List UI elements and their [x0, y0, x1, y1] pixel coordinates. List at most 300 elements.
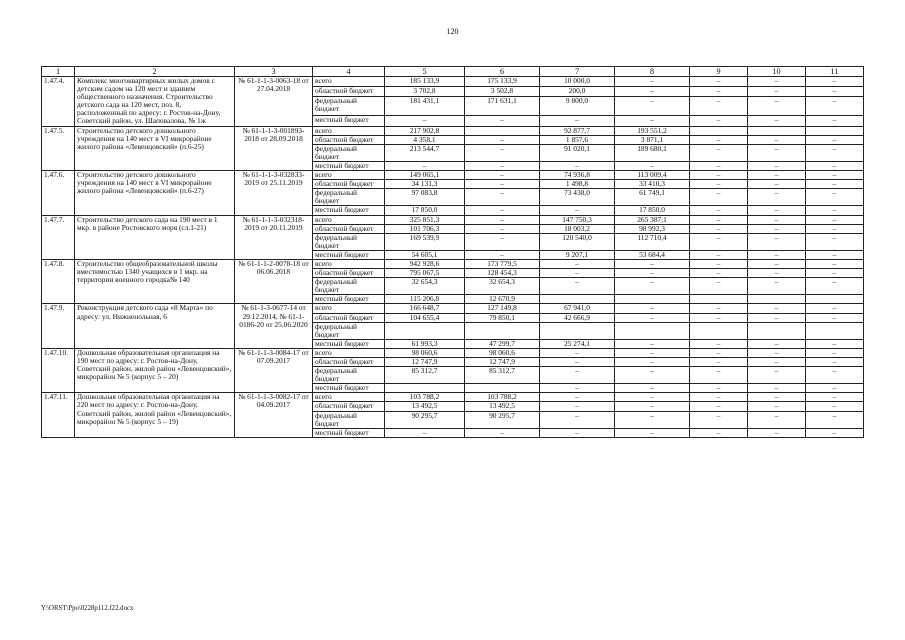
funding-source: федеральный бюджет — [313, 233, 385, 250]
amount-cell: – — [806, 189, 864, 206]
amount-cell: 17 850,0 — [615, 206, 690, 215]
table-row — [42, 348, 864, 357]
funding-source: всего — [313, 259, 385, 268]
amount-cell: – — [615, 339, 690, 348]
amount-cell: – — [540, 367, 615, 384]
amount-cell: 147 750,3 — [540, 215, 615, 224]
expertise-document: № 61-1-1-3-032833-2019 от 25.11.2019 — [235, 171, 313, 215]
amount-cell: – — [690, 135, 748, 144]
amount-cell: – — [806, 206, 864, 215]
amount-cell: – — [540, 428, 615, 437]
amount-cell: – — [690, 304, 748, 313]
table-row — [42, 171, 864, 180]
amount-cell: 32 654,3 — [465, 278, 540, 295]
item-number: 1.47.8. — [42, 259, 75, 303]
expertise-document: № 61-1-1-2-0078-18 от 06.06.2018 — [235, 259, 313, 303]
funding-source: областной бюджет — [313, 358, 385, 367]
amount-cell: 67 941,0 — [540, 304, 615, 313]
amount-cell: 54 605,1 — [385, 250, 465, 259]
amount-cell: – — [540, 269, 615, 278]
amount-cell: – — [748, 278, 806, 295]
amount-cell: – — [465, 161, 540, 170]
expertise-document: № 61-1-3-0677-14 от 29.12.2014, № 61-1-0186-20 от 25.06.2020 — [235, 304, 313, 348]
column-number-3: 3 — [235, 67, 313, 77]
amount-cell: – — [465, 135, 540, 144]
amount-cell: – — [540, 348, 615, 357]
amount-cell: 12 670,9 — [465, 295, 540, 304]
column-number-4: 4 — [313, 67, 385, 77]
amount-cell: – — [690, 87, 748, 97]
amount-cell: – — [690, 278, 748, 295]
amount-cell: 13 492,5 — [385, 402, 465, 411]
amount-cell: 3 871,1 — [615, 135, 690, 144]
amount-cell: 104 655,4 — [385, 313, 465, 322]
amount-cell: – — [615, 402, 690, 411]
amount-cell: – — [806, 97, 864, 116]
column-number-row — [42, 67, 864, 77]
table-row — [42, 259, 864, 268]
amount-cell: – — [748, 189, 806, 206]
amount-cell: 47 299,7 — [465, 339, 540, 348]
amount-cell: – — [615, 116, 690, 126]
object-name: Строительство детского сада на 190 мест в 1 мкр. в районе Ростовского моря (сл.1-21) — [75, 215, 235, 259]
financing-table — [41, 66, 864, 438]
amount-cell: – — [806, 313, 864, 322]
funding-source: всего — [313, 171, 385, 180]
amount-cell: – — [806, 278, 864, 295]
amount-cell: 103 788,2 — [465, 393, 540, 402]
amount-cell: 34 131,3 — [385, 180, 465, 189]
amount-cell — [748, 126, 806, 135]
amount-cell: 181 431,1 — [385, 97, 465, 116]
amount-cell: – — [748, 304, 806, 313]
expertise-document: № 61-1-1-3-0082-17 от 04.09.2017 — [235, 393, 313, 437]
amount-cell — [690, 322, 748, 339]
amount-cell: 91 020,1 — [540, 144, 615, 161]
column-number-10: 10 — [748, 67, 806, 77]
funding-source: областной бюджет — [313, 269, 385, 278]
amount-cell: 92 877,7 — [540, 126, 615, 135]
amount-cell: – — [465, 144, 540, 161]
amount-cell: – — [806, 428, 864, 437]
amount-cell: 213 544,7 — [385, 144, 465, 161]
amount-cell — [540, 322, 615, 339]
amount-cell — [615, 295, 690, 304]
funding-source: федеральный бюджет — [313, 278, 385, 295]
amount-cell: – — [540, 278, 615, 295]
amount-cell: 97 083,8 — [385, 189, 465, 206]
amount-cell: 18 003,2 — [540, 224, 615, 233]
amount-cell: – — [615, 269, 690, 278]
funding-source: областной бюджет — [313, 224, 385, 233]
amount-cell: – — [690, 250, 748, 259]
amount-cell: – — [748, 402, 806, 411]
object-name: Дошкольная образовательная организация на 220 мест по адресу: г. Ростов-на-Дону, Советский район, жилой район «Левенцовский», микрорайон № 5 (корпус 5 – 19) — [75, 393, 235, 437]
amount-cell: – — [806, 171, 864, 180]
funding-source: местный бюджет — [313, 116, 385, 126]
amount-cell: – — [748, 206, 806, 215]
column-number-1: 1 — [42, 67, 75, 77]
table-row — [42, 304, 864, 313]
amount-cell: 90 295,7 — [465, 411, 540, 428]
amount-cell: – — [690, 402, 748, 411]
amount-cell: 128 454,3 — [465, 269, 540, 278]
amount-cell: – — [690, 161, 748, 170]
amount-cell: 103 788,2 — [385, 393, 465, 402]
amount-cell: 113 009,4 — [615, 171, 690, 180]
amount-cell: – — [690, 259, 748, 268]
table-row — [42, 77, 864, 87]
amount-cell: – — [615, 411, 690, 428]
amount-cell: 17 850,0 — [385, 206, 465, 215]
amount-cell: – — [540, 259, 615, 268]
funding-source: местный бюджет — [313, 339, 385, 348]
amount-cell: – — [540, 358, 615, 367]
amount-cell: – — [748, 97, 806, 116]
amount-cell: – — [690, 384, 748, 393]
amount-cell — [748, 295, 806, 304]
amount-cell: – — [690, 171, 748, 180]
object-name: Дошкольная образовательная организация на 190 мест по адресу: г. Ростов-на-Дону, Советский район, жилой район «Левенцовский», микрорайон № 5 (корпус 5 – 20) — [75, 348, 235, 392]
amount-cell: 85 312,7 — [385, 367, 465, 384]
amount-cell: 120 540,0 — [540, 233, 615, 250]
amount-cell: – — [465, 180, 540, 189]
amount-cell: – — [690, 97, 748, 116]
amount-cell: – — [465, 215, 540, 224]
funding-source: всего — [313, 348, 385, 357]
amount-cell — [615, 322, 690, 339]
funding-source: областной бюджет — [313, 87, 385, 97]
amount-cell: – — [465, 233, 540, 250]
amount-cell: – — [748, 135, 806, 144]
amount-cell: 12 747,9 — [465, 358, 540, 367]
amount-cell: 185 133,9 — [385, 77, 465, 87]
amount-cell: – — [615, 358, 690, 367]
amount-cell: – — [615, 259, 690, 268]
amount-cell: – — [806, 348, 864, 357]
amount-cell: – — [748, 411, 806, 428]
amount-cell: 13 492,5 — [465, 402, 540, 411]
funding-source: всего — [313, 215, 385, 224]
amount-cell: – — [385, 161, 465, 170]
amount-cell: – — [615, 97, 690, 116]
amount-cell: 61 993,3 — [385, 339, 465, 348]
amount-cell: – — [540, 116, 615, 126]
page-number: 120 — [446, 27, 459, 36]
amount-cell: 98 060,6 — [465, 348, 540, 357]
amount-cell: – — [806, 384, 864, 393]
amount-cell: 173 779,5 — [465, 259, 540, 268]
amount-cell — [806, 126, 864, 135]
amount-cell — [465, 384, 540, 393]
amount-cell: – — [806, 180, 864, 189]
table-row — [42, 215, 864, 224]
funding-source: местный бюджет — [313, 206, 385, 215]
funding-source: федеральный бюджет — [313, 411, 385, 428]
amount-cell: – — [806, 402, 864, 411]
funding-source: местный бюджет — [313, 384, 385, 393]
amount-cell: – — [806, 116, 864, 126]
amount-cell — [465, 126, 540, 135]
amount-cell: – — [806, 77, 864, 87]
amount-cell — [385, 322, 465, 339]
amount-cell: – — [690, 77, 748, 87]
amount-cell: 25 274,1 — [540, 339, 615, 348]
amount-cell: – — [748, 250, 806, 259]
amount-cell: 9 207,1 — [540, 250, 615, 259]
amount-cell: 32 654,3 — [385, 278, 465, 295]
amount-cell — [690, 295, 748, 304]
item-number: 1.47.10. — [42, 348, 75, 392]
amount-cell: – — [748, 367, 806, 384]
amount-cell: – — [748, 259, 806, 268]
amount-cell: – — [540, 206, 615, 215]
amount-cell: – — [748, 393, 806, 402]
column-number-5: 5 — [385, 67, 465, 77]
amount-cell: – — [690, 348, 748, 357]
expertise-document: № 61-1-1-3-0063-18 от 27.04.2018 — [235, 77, 313, 127]
amount-cell — [690, 126, 748, 135]
amount-cell: 98 060,6 — [385, 348, 465, 357]
amount-cell: – — [748, 144, 806, 161]
amount-cell: – — [690, 393, 748, 402]
amount-cell: – — [690, 269, 748, 278]
object-name: Комплекс многоквартирных жилых домов с детским садом на 120 мест и зданием общественного назначения. Строительство детского сада на 120 мест, поз. 8, расположенный по адресу: г. Ростов-на-Дону, Советский район, ул. Шаповалова, № 1ж — [75, 77, 235, 127]
object-name: Реконструкция детского сада «8 Марта» по адресу: ул. Нижненольная, 6 — [75, 304, 235, 348]
amount-cell: – — [806, 269, 864, 278]
amount-cell: – — [748, 233, 806, 250]
amount-cell: – — [748, 269, 806, 278]
amount-cell: – — [690, 233, 748, 250]
column-number-2: 2 — [75, 67, 235, 77]
amount-cell: – — [690, 339, 748, 348]
amount-cell: – — [748, 384, 806, 393]
funding-source: федеральный бюджет — [313, 189, 385, 206]
amount-cell: – — [615, 87, 690, 97]
amount-cell: – — [465, 206, 540, 215]
amount-cell: 175 133,9 — [465, 77, 540, 87]
expertise-document: № 61-1-1-3-0084-17 от 07.09.2017 — [235, 348, 313, 392]
funding-source: всего — [313, 126, 385, 135]
item-number: 1.47.4. — [42, 77, 75, 127]
amount-cell: – — [748, 87, 806, 97]
amount-cell: – — [806, 215, 864, 224]
amount-cell: 9 800,0 — [540, 97, 615, 116]
amount-cell: – — [748, 428, 806, 437]
funding-source: всего — [313, 77, 385, 87]
amount-cell: – — [690, 313, 748, 322]
amount-cell: – — [540, 384, 615, 393]
amount-cell — [540, 295, 615, 304]
amount-cell: 325 851,3 — [385, 215, 465, 224]
amount-cell: 79 850,1 — [465, 313, 540, 322]
item-number: 1.47.5. — [42, 126, 75, 170]
expertise-document: № 61-1-1-3-032318-2019 от 20.11.2019 — [235, 215, 313, 259]
amount-cell: 4 358,1 — [385, 135, 465, 144]
amount-cell: – — [615, 313, 690, 322]
amount-cell: – — [806, 411, 864, 428]
amount-cell: 193 551,2 — [615, 126, 690, 135]
amount-cell: 90 295,7 — [385, 411, 465, 428]
amount-cell: 53 684,4 — [615, 250, 690, 259]
amount-cell: – — [615, 161, 690, 170]
amount-cell: 42 666,9 — [540, 313, 615, 322]
amount-cell: – — [615, 304, 690, 313]
amount-cell: 189 680,1 — [615, 144, 690, 161]
amount-cell — [806, 295, 864, 304]
funding-source: местный бюджет — [313, 250, 385, 259]
amount-cell: – — [690, 189, 748, 206]
amount-cell: – — [465, 116, 540, 126]
item-number: 1.47.11. — [42, 393, 75, 437]
funding-source: местный бюджет — [313, 428, 385, 437]
amount-cell: 217 902,8 — [385, 126, 465, 135]
funding-source: областной бюджет — [313, 402, 385, 411]
funding-source: областной бюджет — [313, 135, 385, 144]
amount-cell: 171 631,1 — [465, 97, 540, 116]
funding-source: всего — [313, 304, 385, 313]
amount-cell: 942 928,6 — [385, 259, 465, 268]
amount-cell: 61 749,1 — [615, 189, 690, 206]
amount-cell: – — [806, 144, 864, 161]
amount-cell: – — [465, 224, 540, 233]
item-number: 1.47.7. — [42, 215, 75, 259]
amount-cell: – — [615, 278, 690, 295]
column-number-11: 11 — [806, 67, 864, 77]
amount-cell: – — [540, 393, 615, 402]
amount-cell: – — [690, 224, 748, 233]
amount-cell: 101 706,3 — [385, 224, 465, 233]
amount-cell: – — [748, 339, 806, 348]
amount-cell: – — [690, 358, 748, 367]
amount-cell: 73 438,0 — [540, 189, 615, 206]
funding-source: областной бюджет — [313, 180, 385, 189]
amount-cell: – — [540, 411, 615, 428]
amount-cell: – — [615, 428, 690, 437]
funding-source: всего — [313, 393, 385, 402]
amount-cell: – — [806, 304, 864, 313]
amount-cell: – — [465, 428, 540, 437]
amount-cell: – — [690, 367, 748, 384]
amount-cell: 33 410,3 — [615, 180, 690, 189]
amount-cell: – — [690, 116, 748, 126]
funding-source: местный бюджет — [313, 161, 385, 170]
amount-cell: – — [615, 77, 690, 87]
amount-cell: 127 149,8 — [465, 304, 540, 313]
amount-cell: – — [748, 116, 806, 126]
amount-cell: – — [806, 358, 864, 367]
amount-cell: – — [615, 367, 690, 384]
amount-cell: 112 710,4 — [615, 233, 690, 250]
amount-cell: – — [806, 224, 864, 233]
amount-cell: – — [615, 348, 690, 357]
amount-cell: – — [690, 180, 748, 189]
amount-cell: 85 312,7 — [465, 367, 540, 384]
amount-cell: 1 498,8 — [540, 180, 615, 189]
amount-cell: – — [806, 250, 864, 259]
amount-cell: – — [748, 348, 806, 357]
object-name: Строительство детского дошкольного учреждения на 140 мест в VI микрорайоне жилого района «Левенцовский» (п.6-27) — [75, 171, 235, 215]
amount-cell — [385, 384, 465, 393]
object-name: Строительство детского дошкольного учреждения на 140 мест в VI микрорайоне жилого района «Левенцовский» (п.6-25) — [75, 126, 235, 170]
amount-cell: – — [615, 384, 690, 393]
item-number: 1.47.6. — [42, 171, 75, 215]
amount-cell: – — [806, 367, 864, 384]
table-row — [42, 126, 864, 135]
amount-cell: – — [806, 161, 864, 170]
amount-cell: 10 000,0 — [540, 77, 615, 87]
amount-cell — [465, 322, 540, 339]
amount-cell: 12 747,9 — [385, 358, 465, 367]
amount-cell: – — [806, 135, 864, 144]
amount-cell: – — [748, 358, 806, 367]
file-path-footer: Y:\ORST\Ppo\0228p112.f22.docx — [41, 605, 134, 612]
amount-cell: – — [540, 161, 615, 170]
amount-cell: – — [806, 259, 864, 268]
amount-cell: 3 702,8 — [385, 87, 465, 97]
column-number-7: 7 — [540, 67, 615, 77]
item-number: 1.47.9. — [42, 304, 75, 348]
column-number-8: 8 — [615, 67, 690, 77]
expertise-document: № 61-1-1-3-001893-2018 от 28.09.2018 — [235, 126, 313, 170]
funding-source: местный бюджет — [313, 295, 385, 304]
amount-cell: – — [615, 393, 690, 402]
funding-source: федеральный бюджет — [313, 367, 385, 384]
funding-source: федеральный бюджет — [313, 97, 385, 116]
amount-cell: – — [385, 428, 465, 437]
amount-cell: – — [690, 411, 748, 428]
amount-cell: – — [748, 77, 806, 87]
amount-cell: 265 387,1 — [615, 215, 690, 224]
amount-cell: – — [540, 402, 615, 411]
amount-cell: – — [465, 250, 540, 259]
funding-source: областной бюджет — [313, 313, 385, 322]
amount-cell: – — [806, 233, 864, 250]
amount-cell — [748, 322, 806, 339]
funding-source: федеральный бюджет — [313, 322, 385, 339]
amount-cell: – — [748, 224, 806, 233]
column-number-9: 9 — [690, 67, 748, 77]
amount-cell: – — [690, 428, 748, 437]
amount-cell: – — [806, 393, 864, 402]
amount-cell: – — [385, 116, 465, 126]
amount-cell: 149 065,1 — [385, 171, 465, 180]
amount-cell — [806, 322, 864, 339]
column-number-6: 6 — [465, 67, 540, 77]
table-row — [42, 393, 864, 402]
amount-cell: – — [748, 313, 806, 322]
amount-cell: – — [690, 215, 748, 224]
amount-cell: 200,0 — [540, 87, 615, 97]
amount-cell: 74 936,8 — [540, 171, 615, 180]
amount-cell: – — [690, 206, 748, 215]
object-name: Строительство общеобразовательной школы вместимостью 1340 учащихся в 1 мкр. на территории военного городка№ 140 — [75, 259, 235, 303]
amount-cell: 166 648,7 — [385, 304, 465, 313]
amount-cell: – — [690, 144, 748, 161]
amount-cell: – — [806, 87, 864, 97]
amount-cell: 115 206,8 — [385, 295, 465, 304]
amount-cell: – — [465, 171, 540, 180]
amount-cell: – — [748, 171, 806, 180]
amount-cell: 795 067,5 — [385, 269, 465, 278]
amount-cell: – — [748, 180, 806, 189]
amount-cell: – — [748, 215, 806, 224]
amount-cell: 3 502,8 — [465, 87, 540, 97]
amount-cell: 98 992,3 — [615, 224, 690, 233]
amount-cell: 169 539,9 — [385, 233, 465, 250]
amount-cell: – — [748, 161, 806, 170]
funding-source: федеральный бюджет — [313, 144, 385, 161]
